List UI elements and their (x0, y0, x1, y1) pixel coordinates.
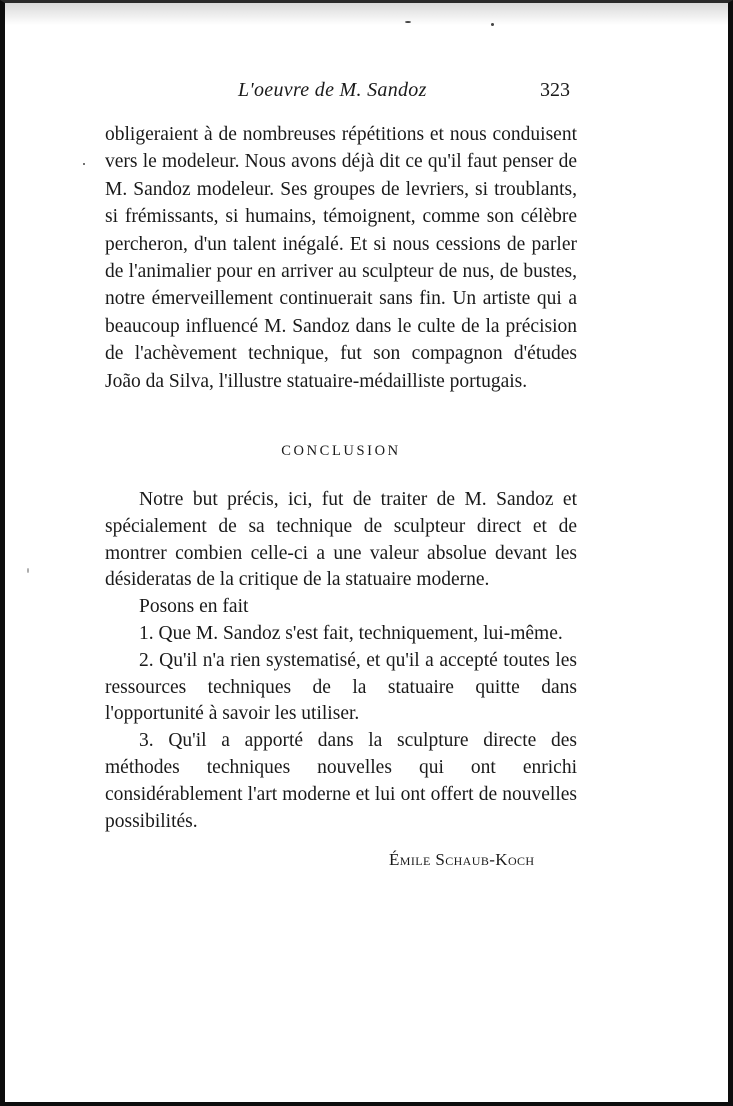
scan-speck (83, 163, 85, 165)
running-title: L'oeuvre de M. Sandoz (238, 79, 427, 101)
page-number: 323 (540, 79, 570, 101)
point-2: 2. Qu'il n'a rien systematisé, et qu'il a accepté toutes les ressources techniques de la statuaire quitte dans l'opportunité à savoir les utiliser. (105, 649, 577, 725)
scan-speck (491, 23, 494, 26)
author-signature: Émile Schaub-Koch (389, 850, 535, 869)
body-text (105, 121, 577, 395)
conclusion-intro: Notre but précis, ici, fut de traiter de M. Sandoz et spécialement de sa technique de sculpteur direct et de montrer combien celle-ci a une valeur absolue devant les désideratas de la critique de la statuaire moderne. (105, 489, 577, 591)
scan-shadow (5, 3, 728, 25)
point-1: 1. Que M. Sandoz s'est fait, techniquement, lui-même. (139, 622, 563, 644)
paragraph: obligeraient à de nombreuses répétitions et nous conduisent vers le modeleur. Nous avons déjà dit ce qu'il faut penser de M. Sandoz modeleur. Ses groupes de levriers, si troublants, si frémissants, si humains, témoignent, comme son célèbre percheron, d'un talent inégalé. Et si nous cessions de parler de l'animalier pour en arriver au sculpteur de nus, de bustes, notre émerveillement continuerait sans fin. Un artiste qui a beaucoup influencé M. Sandoz dans le culte de la précision de l'achèvement technique, fut son compagnon d'études João da Silva, l'illustre statuaire-médailliste portugais. (105, 124, 577, 392)
posons-line: Posons en fait (139, 596, 249, 618)
conclusion-section (105, 487, 577, 835)
scan-speck (405, 21, 411, 23)
scan-speck (27, 568, 29, 573)
point-3: 3. Qu'il a apporté dans la sculpture directe des méthodes techniques nouvelles qui ont enrichi considérablement l'art moderne et lui ont offert de nouvelles possibilités. (105, 730, 577, 832)
section-heading: CONCLUSION (281, 443, 401, 459)
page-header (5, 79, 728, 109)
